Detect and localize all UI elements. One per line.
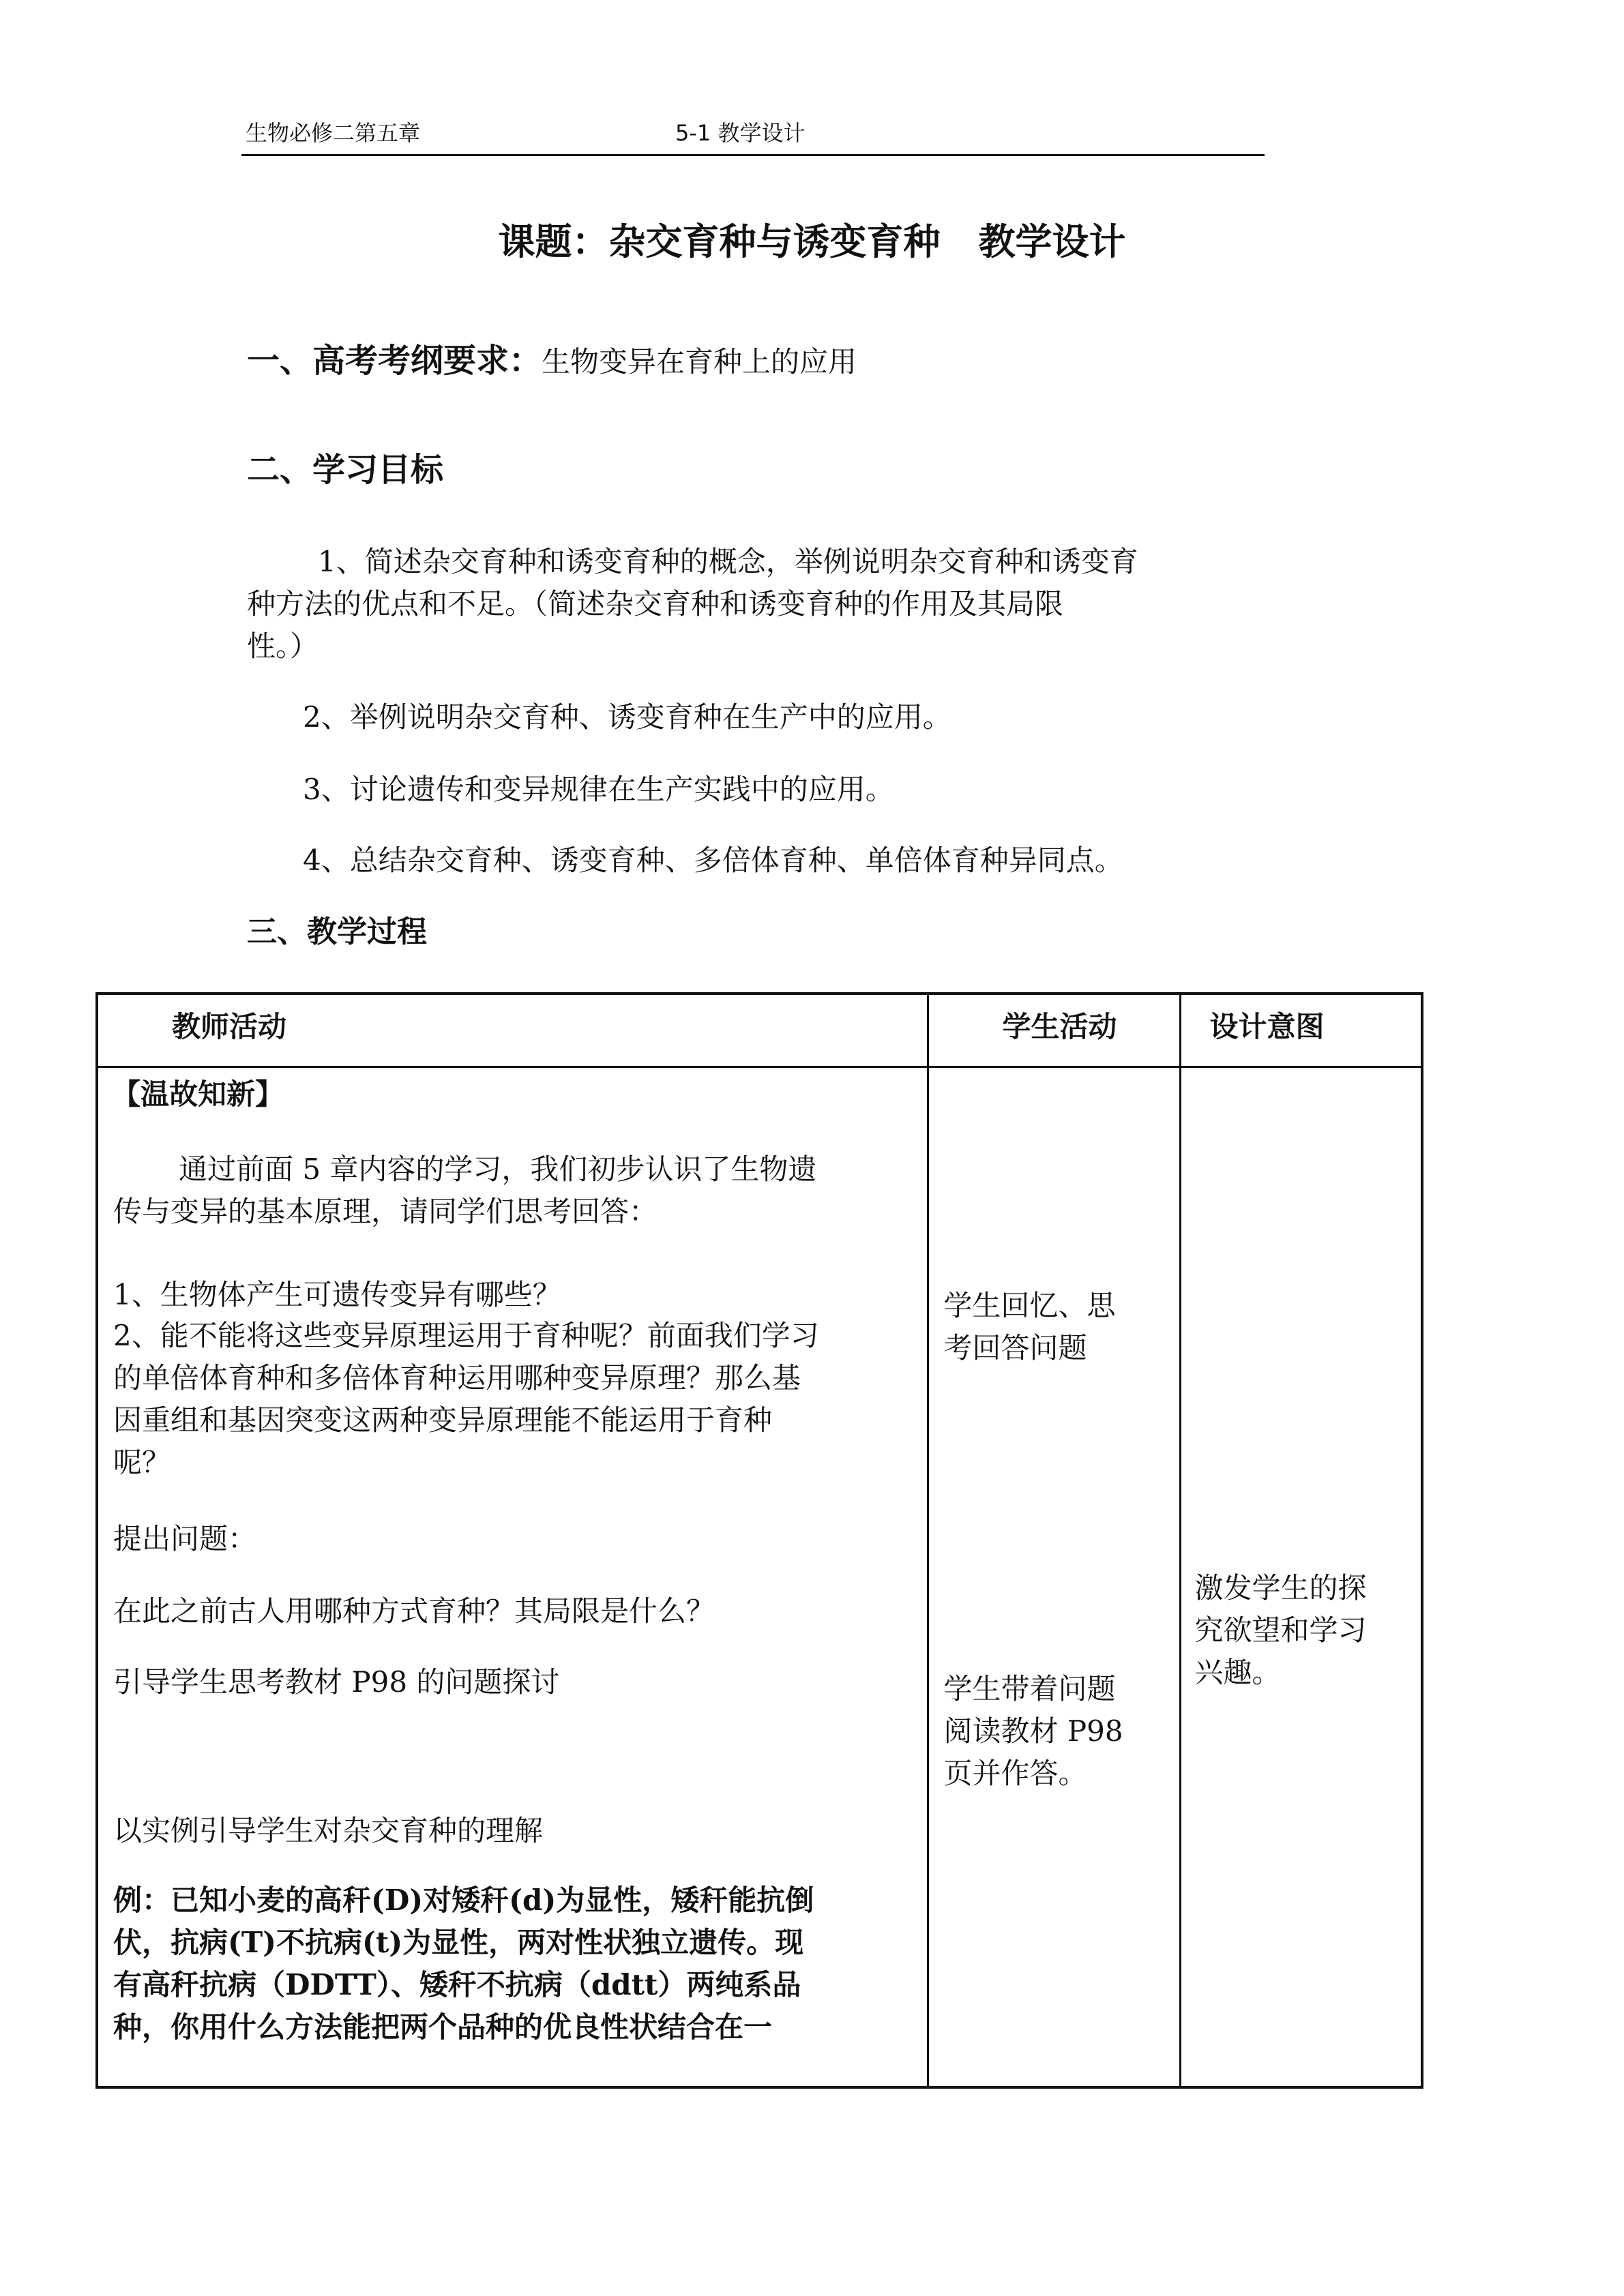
- student-answer-1-line-2: 考回答问题: [943, 1331, 1087, 1365]
- section-exam-requirements: [247, 334, 857, 381]
- student-answer-2-line-1: 学生带着问题: [943, 1672, 1116, 1705]
- student-answer-1-line-1: 学生回忆、思: [943, 1289, 1116, 1322]
- intro-line-2: 传与变异的基本原理，请同学们思考回答：: [113, 1195, 658, 1228]
- design-intent-line-1: 激发学生的探: [1194, 1571, 1367, 1605]
- title-main: 课题：杂交育种与诱变育种: [498, 220, 941, 263]
- section2-heading: 二、学习目标: [247, 451, 444, 489]
- question-2-line-3: 因重组和基因突变这两种变异原理能不能运用于育种: [113, 1403, 773, 1437]
- teaching-process-table: [95, 992, 1423, 2089]
- section1-heading: 一、高考考纲要求：: [247, 342, 542, 380]
- header-doc-type: 5-1 教学设计: [675, 120, 806, 146]
- ancient-breeding-question: 在此之前古人用哪种方式育种？其局限是什么？: [113, 1594, 715, 1628]
- page-title: [0, 213, 1624, 265]
- textbook-guide: 引导学生思考教材 P98 的问题探讨: [113, 1665, 560, 1699]
- table-header-row: [97, 994, 1422, 1067]
- section1-text: 生物变异在育种上的应用: [542, 345, 857, 378]
- question-2-line-2: 的单倍体育种和多倍体育种运用哪种变异原理？那么基: [113, 1361, 801, 1395]
- student-answer-2-line-3: 页并作答。: [943, 1757, 1087, 1790]
- header-rule: [241, 154, 1265, 156]
- goal-4: 4、总结杂交育种、诱变育种、多倍体育种、单倍体育种异同点。: [303, 844, 1123, 877]
- title-sub: 教学设计: [978, 220, 1126, 263]
- goal-1-line-3: 性。）: [247, 629, 319, 663]
- example-line-2: 伏，抗病(T)不抗病(t)为显性，两对性状独立遗传。现: [113, 1926, 804, 1959]
- example-line-1: 例：已知小麦的高秆(D)对矮秆(d)为显性，矮秆能抗倒: [113, 1883, 814, 1917]
- goal-1-line-2: 种方法的优点和不足。（简述杂交育种和诱变育种的作用及其局限: [247, 587, 1064, 621]
- design-intent-cell: [1180, 1067, 1422, 2088]
- table-row: [97, 1067, 1422, 2088]
- student-activity-cell: [928, 1067, 1180, 2088]
- col-student-activity: 学生活动: [928, 994, 1180, 1067]
- student-answer-2-line-2: 阅读教材 P98: [943, 1714, 1123, 1748]
- col-design-intent: 设计意图: [1180, 994, 1422, 1067]
- intro-line-1: 通过前面 5 章内容的学习，我们初步认识了生物遗: [179, 1152, 817, 1186]
- raise-question: 提出问题：: [113, 1522, 257, 1555]
- goal-2: 2、举例说明杂交育种、诱变育种在生产中的应用。: [303, 700, 951, 734]
- question-2-line-1: 2、能不能将这些变异原理运用于育种呢？前面我们学习: [113, 1319, 819, 1352]
- design-intent-line-2: 究欲望和学习: [1194, 1613, 1367, 1647]
- section3-heading: 三、教学过程: [247, 914, 427, 949]
- review-tag: 【温故知新】: [112, 1077, 284, 1111]
- goal-1-line-1: 1、简述杂交育种和诱变育种的概念，举例说明杂交育种和诱变育: [318, 545, 1138, 578]
- design-intent-line-3: 兴趣。: [1194, 1656, 1281, 1689]
- question-1: 1、生物体产生可遗传变异有哪些？: [113, 1278, 561, 1311]
- example-line-4: 种，你用什么方法能把两个品种的优良性状结合在一: [113, 2010, 773, 2044]
- header-chapter: 生物必修二第五章: [246, 120, 421, 146]
- goal-3: 3、讨论遗传和变异规律在生产实践中的应用。: [303, 773, 894, 806]
- example-line-3: 有高秆抗病（DDTT）、矮秆不抗病（ddtt）两纯系品: [113, 1968, 801, 2001]
- teacher-activity-cell: [97, 1067, 928, 2088]
- col-teacher-activity: 教师活动: [97, 994, 928, 1067]
- question-2-line-4: 呢？: [113, 1446, 171, 1479]
- example-guide: 以实例引导学生对杂交育种的理解: [113, 1814, 544, 1847]
